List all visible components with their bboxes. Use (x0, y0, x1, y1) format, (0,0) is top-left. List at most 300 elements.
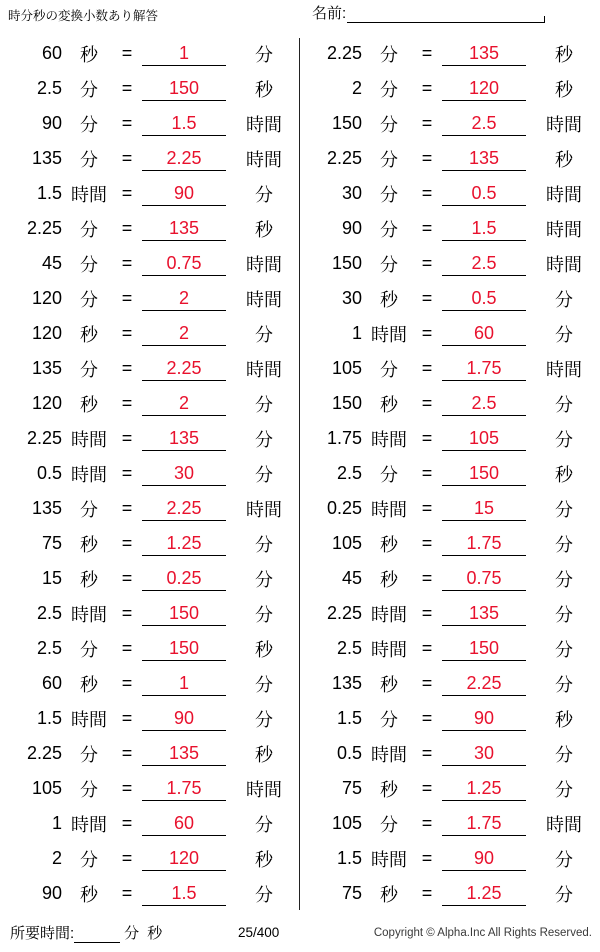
answer-field[interactable]: 2.5 (442, 251, 526, 276)
answer-unit: 時間 (546, 219, 582, 240)
answer-field[interactable]: 15 (442, 496, 526, 521)
answer-unit: 分 (255, 464, 273, 485)
problem-value: 45 (341, 568, 362, 588)
answer-unit: 分 (555, 289, 573, 310)
problem-row (300, 491, 600, 526)
problem-row (300, 141, 600, 176)
equals-sign: = (121, 778, 133, 798)
answer-field[interactable]: 0.5 (442, 181, 526, 206)
problem-value: 135 (331, 673, 362, 693)
problem-row (300, 316, 600, 351)
problem-row (300, 876, 600, 911)
problem-unit: 秒 (380, 534, 398, 555)
equals-sign: = (121, 533, 133, 553)
problem-row (0, 841, 300, 876)
problem-row (0, 666, 300, 701)
equals-sign: = (421, 498, 433, 518)
answer-field[interactable]: 90 (442, 706, 526, 731)
answer-unit: 時間 (246, 114, 282, 135)
problem-unit: 分 (80, 149, 98, 170)
problem-row (300, 386, 600, 421)
answer-unit: 秒 (555, 709, 573, 730)
answer-field[interactable]: 2.25 (142, 496, 226, 521)
time-required-minutes-blank[interactable] (74, 924, 120, 943)
equals-sign: = (421, 568, 433, 588)
problem-unit: 分 (80, 849, 98, 870)
answer-field[interactable]: 135 (442, 601, 526, 626)
problem-row (300, 211, 600, 246)
equals-sign: = (121, 323, 133, 343)
equals-sign: = (121, 708, 133, 728)
problem-row (300, 351, 600, 386)
equals-sign: = (421, 428, 433, 448)
problem-row (0, 36, 300, 71)
problem-value: 135 (31, 148, 62, 168)
answer-unit: 秒 (255, 744, 273, 765)
answer-unit: 分 (555, 394, 573, 415)
answer-field[interactable]: 1.25 (442, 881, 526, 906)
answer-unit: 秒 (255, 849, 273, 870)
answer-unit: 分 (255, 534, 273, 555)
answer-field[interactable]: 0.75 (142, 251, 226, 276)
equals-sign: = (421, 78, 433, 98)
equals-sign: = (421, 323, 433, 343)
problem-unit: 秒 (380, 674, 398, 695)
problem-row (0, 736, 300, 771)
problem-unit: 秒 (380, 569, 398, 590)
problem-row (0, 176, 300, 211)
problem-value: 105 (331, 533, 362, 553)
answer-field[interactable]: 150 (442, 636, 526, 661)
answer-field[interactable]: 135 (142, 216, 226, 241)
problem-unit: 時間 (371, 429, 407, 450)
problem-value: 105 (331, 813, 362, 833)
problem-row (300, 106, 600, 141)
answer-unit: 分 (555, 849, 573, 870)
left-problem-column (0, 34, 300, 914)
time-required-label: 所要時間: (10, 925, 75, 942)
problem-value: 60 (41, 43, 62, 63)
problem-row (300, 421, 600, 456)
equals-sign: = (421, 743, 433, 763)
problem-row (0, 596, 300, 631)
answer-field[interactable]: 105 (442, 426, 526, 451)
problem-unit: 秒 (80, 534, 98, 555)
answer-field[interactable]: 150 (142, 601, 226, 626)
answer-unit: 時間 (546, 254, 582, 275)
problem-unit: 分 (380, 254, 398, 275)
problem-row (0, 876, 300, 911)
time-required-minutes-unit: 分 (124, 925, 140, 942)
problem-unit: 分 (380, 219, 398, 240)
equals-sign: = (421, 463, 433, 483)
problem-value: 1 (51, 813, 62, 833)
equals-sign: = (121, 463, 133, 483)
problem-value: 1 (351, 323, 362, 343)
problem-value: 105 (331, 358, 362, 378)
answer-unit: 秒 (255, 639, 273, 660)
page-footer (0, 914, 600, 952)
problem-value: 2.5 (36, 603, 62, 623)
problem-value: 2.5 (36, 78, 62, 98)
problem-unit: 秒 (380, 394, 398, 415)
problem-unit: 分 (80, 499, 98, 520)
problem-value: 0.5 (36, 463, 62, 483)
problem-unit: 時間 (371, 744, 407, 765)
problem-unit: 秒 (80, 394, 98, 415)
answer-unit: 秒 (555, 79, 573, 100)
answer-field[interactable]: 90 (142, 181, 226, 206)
problem-unit: 時間 (71, 184, 107, 205)
answer-unit: 時間 (246, 359, 282, 380)
problem-value: 2.25 (26, 743, 62, 763)
problem-value: 90 (41, 883, 62, 903)
answer-unit: 分 (255, 604, 273, 625)
problem-row (0, 211, 300, 246)
answer-unit: 時間 (246, 779, 282, 800)
problem-row (300, 246, 600, 281)
problem-row (300, 841, 600, 876)
problem-row (300, 281, 600, 316)
problem-value: 30 (341, 288, 362, 308)
answer-unit: 分 (555, 884, 573, 905)
problem-value: 105 (31, 778, 62, 798)
equals-sign: = (121, 673, 133, 693)
problem-value: 120 (31, 288, 62, 308)
equals-sign: = (421, 883, 433, 903)
answer-unit: 時間 (246, 149, 282, 170)
problem-unit: 分 (80, 114, 98, 135)
answer-field[interactable]: 90 (142, 706, 226, 731)
equals-sign: = (421, 288, 433, 308)
time-required-seconds-unit: 秒 (147, 925, 163, 942)
answer-unit: 時間 (546, 359, 582, 380)
answer-field[interactable]: 1.75 (442, 811, 526, 836)
problem-unit: 時間 (71, 814, 107, 835)
problem-value: 120 (31, 393, 62, 413)
answer-field[interactable]: 1.25 (442, 776, 526, 801)
problem-unit: 時間 (71, 464, 107, 485)
equals-sign: = (121, 288, 133, 308)
problem-unit: 秒 (380, 884, 398, 905)
problem-columns (0, 34, 600, 914)
problem-row (0, 456, 300, 491)
answer-unit: 時間 (546, 114, 582, 135)
problem-value: 135 (31, 358, 62, 378)
problem-unit: 分 (80, 254, 98, 275)
problem-value: 2.25 (326, 603, 362, 623)
answer-unit: 秒 (555, 464, 573, 485)
problem-row (0, 421, 300, 456)
problem-unit: 分 (380, 79, 398, 100)
equals-sign: = (421, 708, 433, 728)
problem-row (0, 386, 300, 421)
equals-sign: = (421, 43, 433, 63)
equals-sign: = (121, 358, 133, 378)
equals-sign: = (421, 603, 433, 623)
answer-unit: 時間 (546, 814, 582, 835)
answer-unit: 時間 (246, 289, 282, 310)
answer-field[interactable]: 2 (142, 321, 226, 346)
answer-unit: 分 (555, 639, 573, 660)
answer-unit: 分 (555, 569, 573, 590)
problem-row (0, 106, 300, 141)
problem-row (300, 36, 600, 71)
problem-value: 150 (331, 113, 362, 133)
problem-value: 1.5 (36, 183, 62, 203)
equals-sign: = (121, 848, 133, 868)
equals-sign: = (421, 778, 433, 798)
problem-unit: 時間 (371, 499, 407, 520)
problem-unit: 分 (380, 149, 398, 170)
problem-unit: 秒 (80, 324, 98, 345)
problem-row (0, 806, 300, 841)
problem-unit: 秒 (80, 884, 98, 905)
problem-unit: 時間 (371, 849, 407, 870)
problem-value: 2.5 (336, 463, 362, 483)
answer-field[interactable]: 0.75 (442, 566, 526, 591)
problem-value: 2.25 (26, 218, 62, 238)
answer-unit: 分 (255, 429, 273, 450)
problem-unit: 分 (380, 114, 398, 135)
problem-unit: 秒 (380, 779, 398, 800)
problem-value: 2.25 (326, 148, 362, 168)
answer-field[interactable]: 150 (142, 76, 226, 101)
equals-sign: = (421, 218, 433, 238)
answer-unit: 分 (555, 604, 573, 625)
answer-unit: 分 (255, 569, 273, 590)
page-title: 時分秒の変換小数あり解答 (8, 9, 159, 23)
problem-value: 135 (31, 498, 62, 518)
problem-value: 1.75 (326, 428, 362, 448)
problem-row (0, 491, 300, 526)
equals-sign: = (121, 638, 133, 658)
copyright-notice: Copyright © Alpha.Inc All Rights Reserved. (373, 927, 592, 939)
equals-sign: = (421, 148, 433, 168)
answer-field[interactable]: 1.5 (442, 216, 526, 241)
problem-row (0, 351, 300, 386)
answer-unit: 分 (255, 324, 273, 345)
answer-unit: 時間 (246, 254, 282, 275)
problem-row (0, 246, 300, 281)
answer-field[interactable]: 0.25 (142, 566, 226, 591)
answer-field[interactable]: 135 (442, 41, 526, 66)
answer-field[interactable]: 1 (142, 41, 226, 66)
answer-unit: 秒 (255, 219, 273, 240)
answer-field[interactable]: 1.75 (442, 356, 526, 381)
problem-unit: 分 (380, 814, 398, 835)
problem-value: 2.25 (26, 428, 62, 448)
answer-field[interactable]: 2.25 (142, 146, 226, 171)
answer-unit: 分 (555, 674, 573, 695)
problem-unit: 時間 (371, 604, 407, 625)
problem-row (0, 701, 300, 736)
answer-field[interactable]: 2 (142, 286, 226, 311)
problem-value: 2.25 (326, 43, 362, 63)
problem-unit: 分 (80, 639, 98, 660)
problem-row (0, 771, 300, 806)
problem-row (300, 561, 600, 596)
equals-sign: = (121, 253, 133, 273)
answer-field[interactable]: 60 (442, 321, 526, 346)
equals-sign: = (121, 78, 133, 98)
problem-value: 60 (41, 673, 62, 693)
problem-unit: 分 (80, 79, 98, 100)
problem-unit: 分 (380, 709, 398, 730)
problem-value: 2 (351, 78, 362, 98)
answer-field[interactable]: 2 (142, 391, 226, 416)
answer-field[interactable]: 2.25 (442, 671, 526, 696)
name-field-area (312, 2, 545, 23)
answer-unit: 分 (555, 429, 573, 450)
answer-field[interactable]: 120 (442, 76, 526, 101)
answer-field[interactable]: 135 (442, 146, 526, 171)
answer-unit: 分 (255, 884, 273, 905)
answer-unit: 分 (555, 324, 573, 345)
answer-field[interactable]: 1.75 (442, 531, 526, 556)
answer-unit: 分 (255, 674, 273, 695)
problem-row (0, 561, 300, 596)
answer-unit: 秒 (255, 79, 273, 100)
problem-unit: 時間 (71, 429, 107, 450)
problem-row (300, 736, 600, 771)
problem-value: 75 (341, 778, 362, 798)
problem-value: 75 (341, 883, 362, 903)
problem-unit: 分 (80, 744, 98, 765)
problem-unit: 分 (80, 779, 98, 800)
answer-unit: 分 (555, 534, 573, 555)
problem-value: 1.5 (336, 848, 362, 868)
problem-row (300, 631, 600, 666)
problem-unit: 秒 (80, 674, 98, 695)
equals-sign: = (121, 113, 133, 133)
equals-sign: = (421, 533, 433, 553)
problem-unit: 分 (380, 44, 398, 65)
answer-field[interactable]: 135 (142, 426, 226, 451)
answer-field[interactable]: 150 (142, 636, 226, 661)
equals-sign: = (421, 673, 433, 693)
problem-value: 90 (41, 113, 62, 133)
answer-field[interactable]: 30 (142, 461, 226, 486)
equals-sign: = (421, 113, 433, 133)
problem-row (300, 666, 600, 701)
name-input-line[interactable] (347, 3, 545, 23)
equals-sign: = (121, 428, 133, 448)
answer-unit: 分 (255, 184, 273, 205)
problem-value: 15 (41, 568, 62, 588)
answer-field[interactable]: 135 (142, 741, 226, 766)
answer-unit: 時間 (246, 499, 282, 520)
answer-unit: 秒 (555, 149, 573, 170)
problem-row (0, 281, 300, 316)
answer-field[interactable]: 1 (142, 671, 226, 696)
problem-row (300, 176, 600, 211)
equals-sign: = (421, 638, 433, 658)
answer-unit: 秒 (555, 44, 573, 65)
answer-field[interactable]: 30 (442, 741, 526, 766)
problem-value: 2.5 (36, 638, 62, 658)
answer-field[interactable]: 2.5 (442, 391, 526, 416)
problem-unit: 分 (80, 359, 98, 380)
problem-unit: 分 (380, 464, 398, 485)
answer-field[interactable]: 1.75 (142, 776, 226, 801)
problem-unit: 秒 (80, 44, 98, 65)
problem-row (0, 526, 300, 561)
equals-sign: = (421, 813, 433, 833)
answer-unit: 分 (255, 709, 273, 730)
problem-row (0, 316, 300, 351)
problem-unit: 時間 (71, 604, 107, 625)
problem-unit: 時間 (371, 639, 407, 660)
problem-unit: 分 (380, 359, 398, 380)
answer-field[interactable]: 2.25 (142, 356, 226, 381)
equals-sign: = (121, 43, 133, 63)
page-header (0, 0, 600, 34)
problem-value: 2 (51, 848, 62, 868)
problem-value: 45 (41, 253, 62, 273)
problem-value: 150 (331, 253, 362, 273)
equals-sign: = (121, 603, 133, 623)
answer-field[interactable]: 1.5 (142, 111, 226, 136)
problem-row (300, 771, 600, 806)
equals-sign: = (121, 743, 133, 763)
problem-row (0, 71, 300, 106)
equals-sign: = (421, 848, 433, 868)
problem-unit: 分 (80, 289, 98, 310)
problem-value: 2.5 (336, 638, 362, 658)
answer-unit: 分 (255, 44, 273, 65)
problem-row (300, 701, 600, 736)
answer-field[interactable]: 1.5 (142, 881, 226, 906)
problem-value: 1.5 (36, 708, 62, 728)
problem-unit: 秒 (80, 569, 98, 590)
problem-value: 1.5 (336, 708, 362, 728)
answer-field[interactable]: 60 (142, 811, 226, 836)
answer-field[interactable]: 150 (442, 461, 526, 486)
answer-field[interactable]: 2.5 (442, 111, 526, 136)
problem-row (300, 806, 600, 841)
equals-sign: = (121, 813, 133, 833)
equals-sign: = (121, 568, 133, 588)
problem-value: 150 (331, 393, 362, 413)
answer-field[interactable]: 0.5 (442, 286, 526, 311)
equals-sign: = (121, 218, 133, 238)
right-problem-column (300, 34, 600, 914)
answer-unit: 分 (255, 814, 273, 835)
answer-unit: 分 (555, 744, 573, 765)
problem-row (300, 526, 600, 561)
name-line-end-tick (544, 16, 545, 23)
problem-value: 0.5 (336, 743, 362, 763)
equals-sign: = (121, 883, 133, 903)
equals-sign: = (121, 498, 133, 518)
problem-row (300, 71, 600, 106)
equals-sign: = (421, 253, 433, 273)
answer-unit: 分 (255, 394, 273, 415)
problem-value: 75 (41, 533, 62, 553)
problem-unit: 分 (380, 184, 398, 205)
answer-field[interactable]: 90 (442, 846, 526, 871)
answer-field[interactable]: 1.25 (142, 531, 226, 556)
equals-sign: = (121, 183, 133, 203)
problem-value: 0.25 (326, 498, 362, 518)
answer-field[interactable]: 120 (142, 846, 226, 871)
equals-sign: = (421, 393, 433, 413)
problem-row (300, 596, 600, 631)
name-label: 名前: (312, 5, 347, 22)
problem-unit: 秒 (380, 289, 398, 310)
problem-value: 120 (31, 323, 62, 343)
